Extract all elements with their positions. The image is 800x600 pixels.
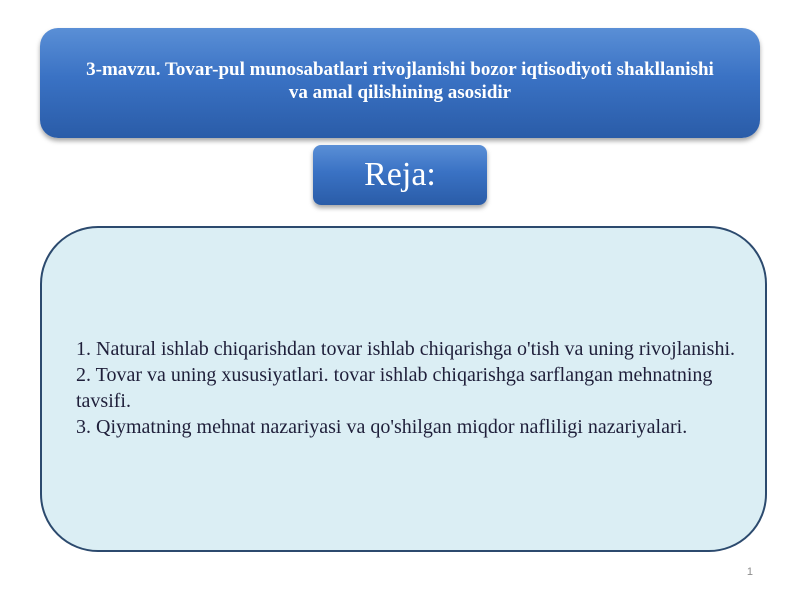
plan-item-2: 2. Tovar va uning xususiyatlari. tovar ishlab chiqarishga sarflangan mehnatning tavsifi. [76, 364, 713, 412]
reja-banner [313, 145, 487, 205]
reja-label: Reja: [364, 156, 436, 193]
plan-content-box [40, 226, 767, 552]
title-banner [40, 28, 760, 138]
plan-list [76, 336, 736, 440]
slide-title: 3-mavzu. Tovar-pul munosabatlari rivojlanishi bozor iqtisodiyoti shakllanishi va amal qilishining asosidir [86, 59, 714, 103]
plan-item-3: 3. Qiymatning mehnat nazariyasi va qo'shilgan miqdor nafliligi nazariyalari. [76, 416, 688, 438]
plan-item-1: 1. Natural ishlab chiqarishdan tovar ishlab chiqarishga o'tish va uning rivojlanishi. [76, 338, 736, 360]
slide-number: 1 [746, 566, 753, 578]
